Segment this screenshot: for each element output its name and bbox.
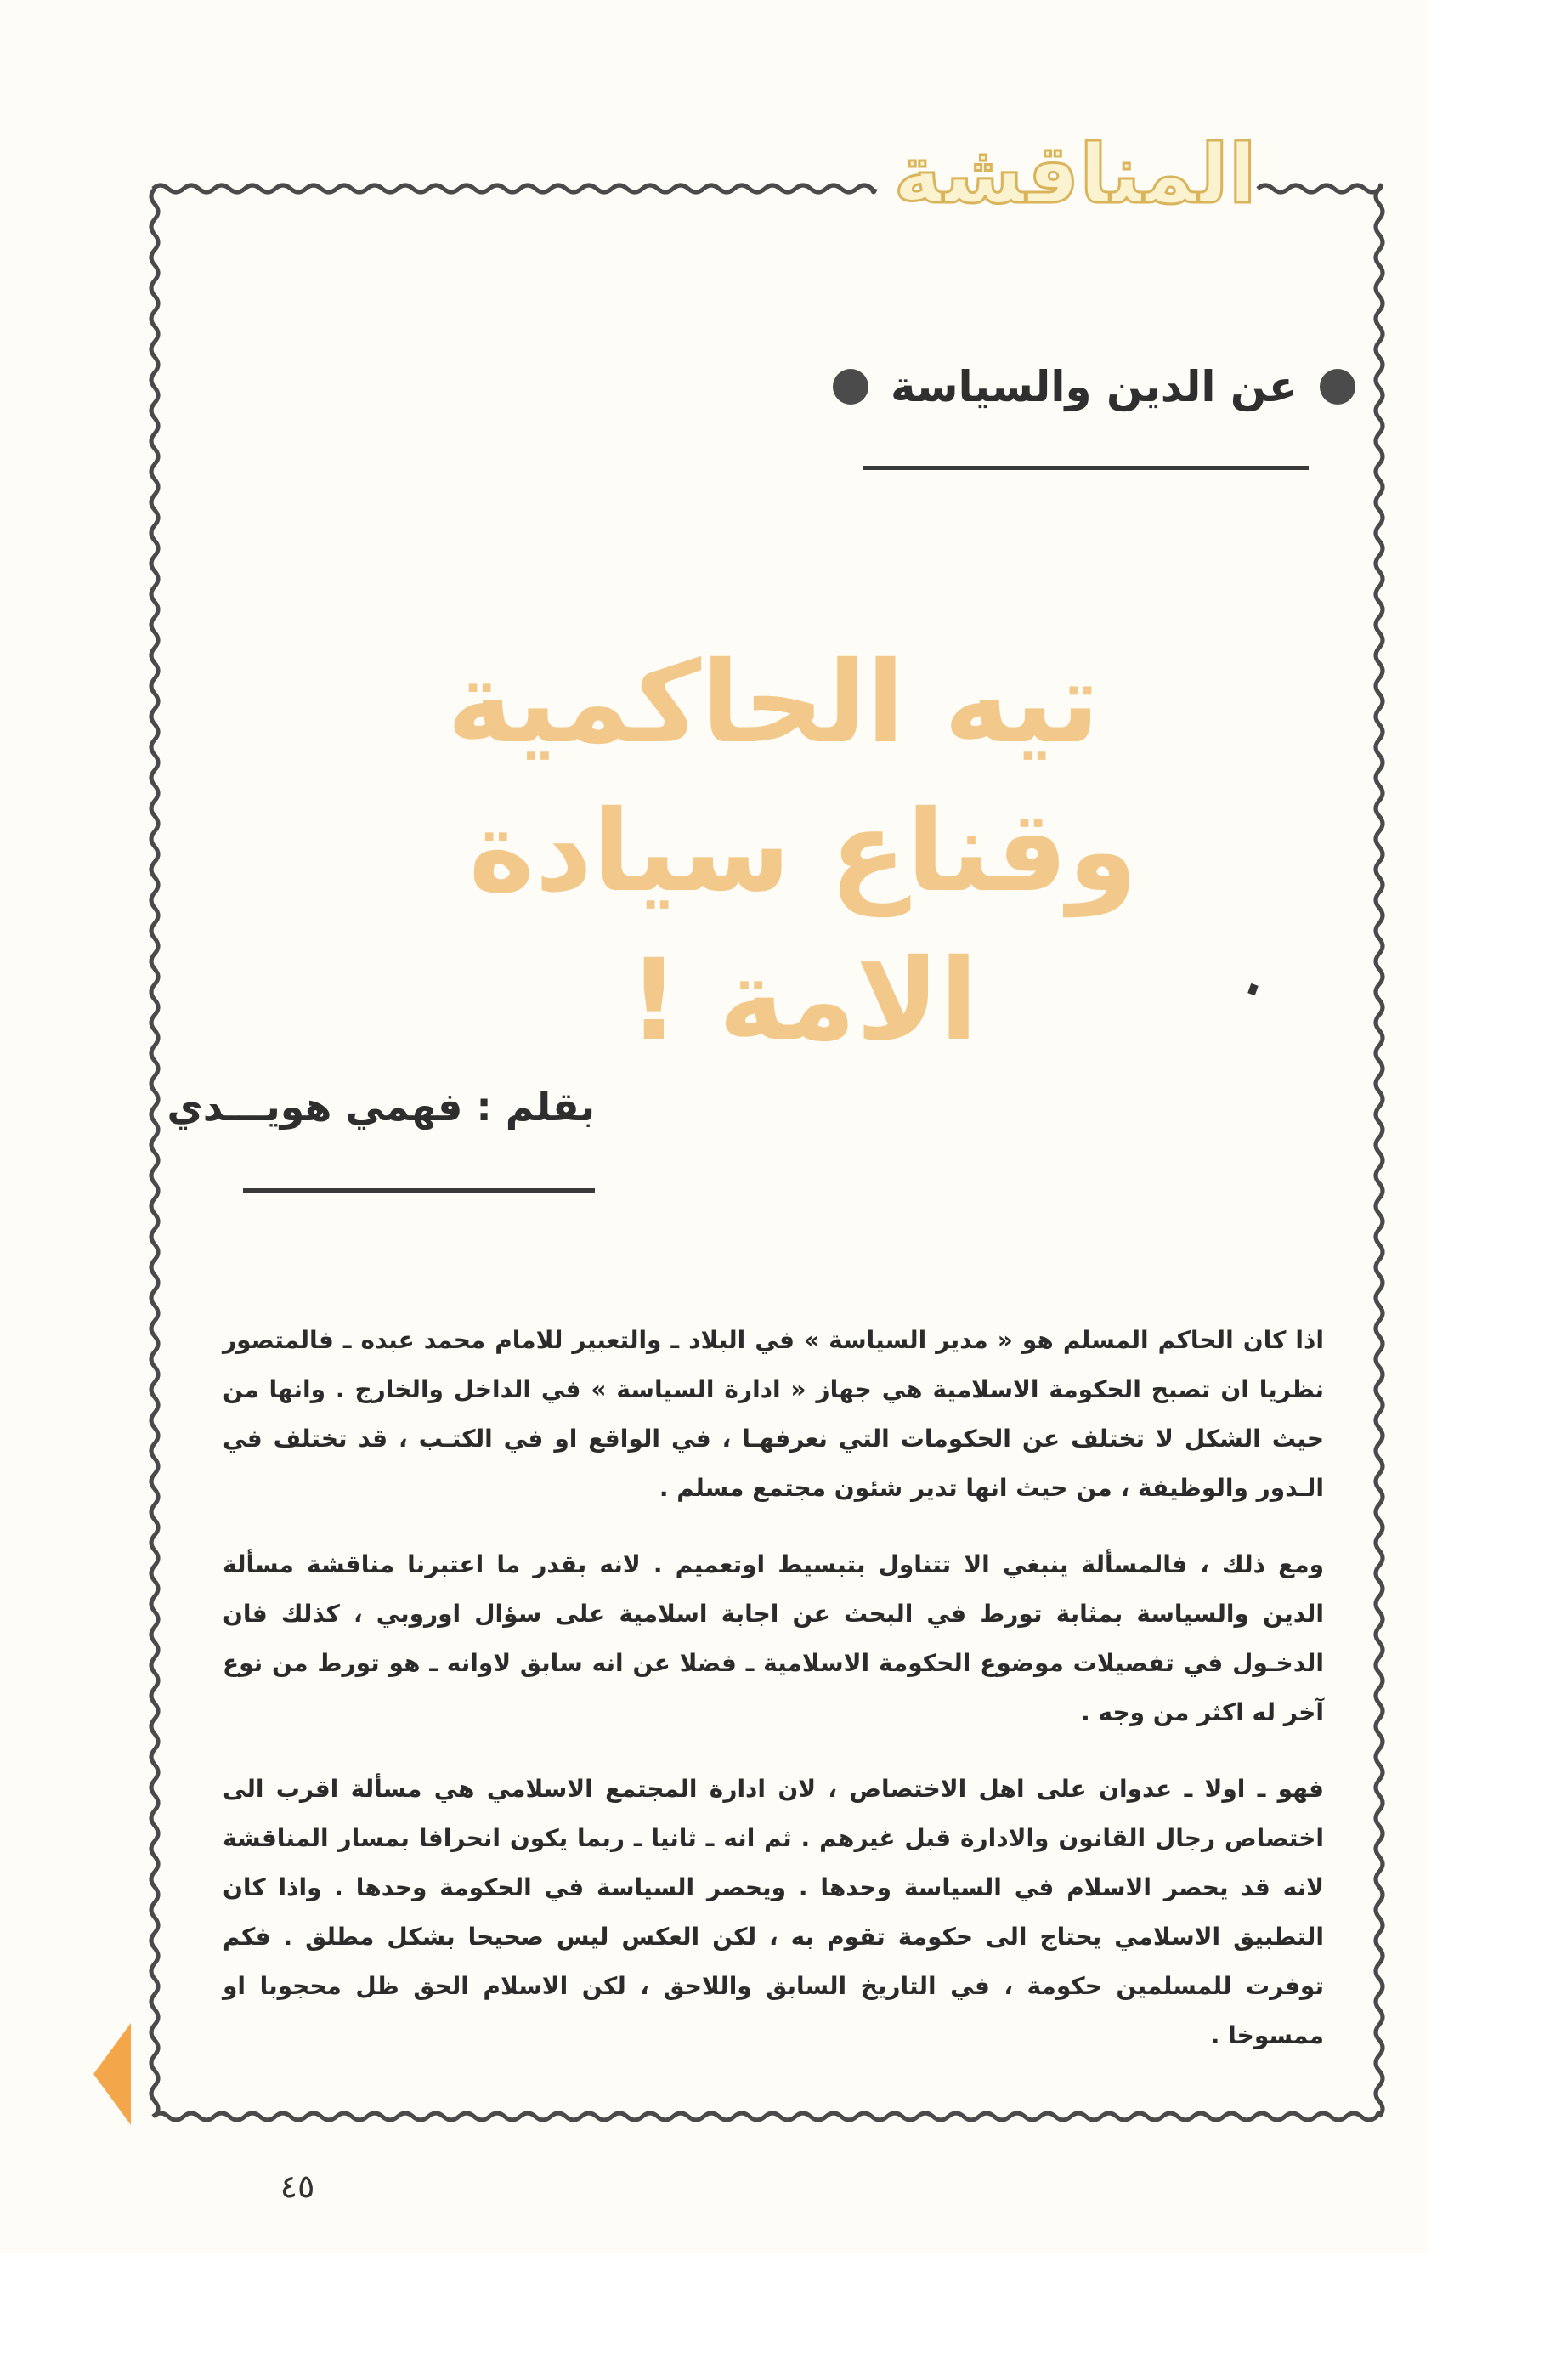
section-divider	[863, 466, 1309, 470]
bullet-dot-icon	[1320, 369, 1355, 405]
border-top-left	[153, 185, 875, 192]
author-byline: بقلم : فهمي هويـــدي	[167, 1084, 595, 1130]
article-headline	[323, 629, 1190, 1075]
paragraph: اذا كان الحاكم المسلم هو « مدير السياسة » في البلاد ـ والتعبير للامام محمد عبده ـ فالمتصور نظريا ان تصبح الحكومة الاسلامية هي جهاز « ادارة السياسة » في الداخل والخارج . وانها من حيث الشكل لا تختلف عن الحكومات التي نعرفهـا ، في الواقع او في الكتـب ، قد تختلف في الـدور والوظيفة ، من حيث انها تدير شئون مجتمع مسلم .	[223, 1326, 1324, 1502]
section-title: عن الدين والسياسة	[891, 362, 1298, 411]
border-top-right	[1258, 185, 1381, 192]
byline-divider	[243, 1188, 595, 1193]
section-heading	[833, 348, 1309, 425]
headline-line-2: وقناع سيادة الامة !	[468, 786, 1138, 1066]
paragraph: فهو ـ اولا ـ عدوان على اهل الاختصاص ، لان ادارة المجتمع الاسلامي هي مسألة اقرب الى اختصاص رجال القانون والادارة قبل غيرهم . ثم انه ـ ثانيا ـ ربما يكون انحرافا بمسار المناقشة لانه قد يحصر الاسلام في السياسة وحدها . ويحصر السياسة في الحكومة وحدها . واذا كان التطبيق الاسلامي يحتاج الى حكومة تقوم به ، لكن العكس ليس صحيحا بشكل مطلق . فكم توفرت للمسلمين حكومة ، في التاريخ السابق واللاحق ، لكن الاسلام الحق ظل محجوبا او ممسوخا .	[223, 1775, 1324, 2049]
headline-line-1: تيه الحاكمية	[446, 638, 1100, 768]
corner-tab-icon	[93, 2023, 131, 2125]
magazine-section-logo: المناقشة	[893, 127, 1257, 222]
border-right	[1376, 189, 1383, 2116]
bullet-dot-icon	[833, 369, 868, 405]
border-left	[151, 189, 158, 2116]
article-body	[223, 1316, 1324, 2088]
paragraph: ومع ذلك ، فالمسألة ينبغي الا تتناول بتبسيط اوتعميم . لانه بقدر ما اعتبرنا مناقشة مسألة الدين والسياسة بمثابة تورط في البحث عن اجابة اسلامية على سؤال اوروبي ، كذلك فان الدخـول في تفصيلات موضوع الحكومة الاسلامية ـ فضلا عن انه سابق لاوانه ـ هو تورط من نوع آخر له اكثر من وجه .	[223, 1550, 1324, 1726]
border-bottom	[153, 2113, 1381, 2120]
page-number: ٤٥	[280, 2168, 315, 2205]
